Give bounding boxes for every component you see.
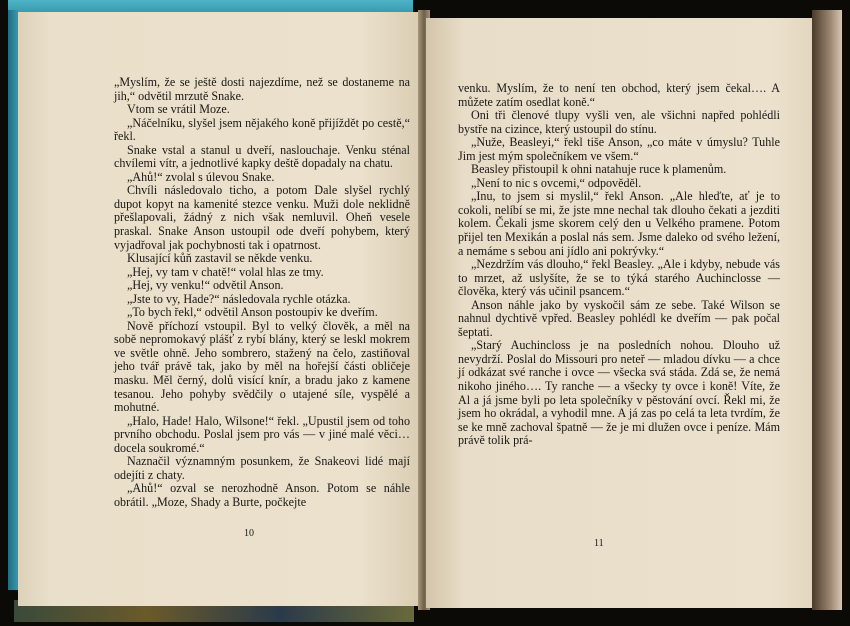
paragraph: „Hej, vy venku!“ odvětil Anson. bbox=[127, 278, 284, 293]
left-page-text bbox=[114, 76, 410, 510]
left-page bbox=[18, 12, 422, 606]
paragraph: „Inu, to jsem si myslil,“ řekl Anson. „Ale hleďte, ať je to cokoli, nelíbí se mi, že jste mne nechal tak dlouho čekati a jezditi kolem. Čekali jsme skorem celý den u Velkého pramene. Potom přijel ten Mexikán a poslal nás sem. Jsme daleko od svého ležení, a nemáme s sebou ani jídlo ani pokrývky.“ bbox=[458, 189, 780, 258]
paragraph: „Jste to vy, Hade?“ následovala rychle otázka. bbox=[127, 291, 351, 306]
paragraph: Naznačil významným posunkem, že Snakeovi lidé mají odejíti z chaty. bbox=[114, 454, 410, 482]
paragraph: Beasley přistoupil k ohni natahuje ruce k plamenům. bbox=[471, 162, 727, 177]
paragraph: „Náčelníku, slyšel jsem nějakého koně přijíždět po cestě,“ řekl. bbox=[114, 115, 410, 144]
paragraph: Klusající kůň zastavil se někde venku. bbox=[127, 251, 313, 266]
paragraph: Oni tři členové tlupy vyšli ven, ale všichni napřed pohlédli bystře na cizince, který ustoupil do stínu. bbox=[458, 108, 780, 136]
paragraph: „Nuže, Beasleyi,“ řekl tiše Anson, „co máte v úmyslu? Tuhle Jim jest mým společníkem ve všem.“ bbox=[458, 135, 780, 163]
paragraph: venku. Myslím, že to není ten obchod, který jsem čekal…. A můžete zatím osedlat koně.“ bbox=[458, 81, 780, 109]
paragraph: „Nezdržím vás dlouho,“ řekl Beasley. „Ale i kdyby, nebude vás to mrzet, až uslyšíte, že se to týká starého Auchinclosse — člověka, který vás učinil psancem.“ bbox=[458, 257, 780, 299]
paragraph: „Halo, Hade! Halo, Wilsone!“ řekl. „Upustil jsem od toho prvního obchodu. Poslal jsem pro vás — v jiné malé věci… docela soukromé.“ bbox=[114, 413, 410, 455]
paragraph: Chvíli následovalo ticho, a potom Dale slyšel rychlý dupot kopyt na kamenité stezce venku. Muži dole neklidně přešlapovali, žádný z nich však nemluvil. Oheň vesele praskal. Snake Anson ustoupil ode dveří pohybem, který vyjadřoval jak pochybnosti tak i opatrnost. bbox=[114, 183, 410, 252]
book-cover-right-edge bbox=[812, 10, 842, 610]
page-number: 10 bbox=[244, 528, 254, 539]
paragraph: „Ahů!“ zvolal s úlevou Snake. bbox=[127, 169, 275, 184]
paragraph: „Není to nic s ovcemi,“ odpověděl. bbox=[471, 175, 642, 190]
paragraph: „Starý Auchincloss je na posledních nohou. Dlouho už nevydrží. Poslal do Missouri pro neteř — mladou dívku — a chce jí odkázat své ranche i ovce — všecka svá stáda. Zdá se, že nemá nikoho jiného…. Ty ranche — a všecky ty ovce i koně! Víte, že Al a já jsme byli po leta společníky v pěstování ovcí. Řekl mi, že jsem ho okrádal, a vyhodil mne. A já zas po celá ta leta tvrdím, že se ke mně zachoval špatně — že je mi dlužen ovce i peníze. Mám právě tolik prá- bbox=[458, 338, 780, 448]
paragraph: „Hej, vy tam v chatě!“ volal hlas ze tmy. bbox=[127, 264, 324, 279]
right-page bbox=[426, 18, 812, 608]
paragraph: „To bych řekl,“ odvětil Anson postoupiv ke dveřím. bbox=[127, 305, 378, 320]
paragraph: Vtom se vrátil Moze. bbox=[127, 102, 230, 117]
paragraph: „Ahů!“ ozval se nerozhodně Anson. Potom se náhle obrátil. „Moze, Shady a Burte, počkejte bbox=[114, 481, 410, 509]
paragraph: Nově příchozí vstoupil. Byl to velký člověk, a měl na sobě nepromokavý plášť z rybí blány, který se leskl mokrem ve světle ohně. Jeho sombrero, stažený na čelo, zastiňoval jeho tvář právě tak, jako by měl na hořejší části obličeje masku. Měl černý, dolů visící knír, a bradu jako z kamene tesanou. Jeho pohyby svědčily o utajené síle, vyspělé a mohutné. bbox=[114, 318, 410, 415]
paragraph: Anson náhle jako by vyskočil sám ze sebe. Také Wilson se nahnul dychtivě vpřed. Beasley pohlédl ke dveřím — pak počal šeptati. bbox=[458, 297, 780, 339]
paragraph: Snake vstal a stanul u dveří, naslouchaje. Venku sténal chvílemi vítr, a jednotlivé kapky deště dopadaly na chatu. bbox=[114, 142, 410, 171]
paragraph: „Myslím, že se ještě dosti najezdíme, než se dostaneme na jih,“ odvětil mrzutě Snake. bbox=[114, 75, 410, 103]
page-number: 11 bbox=[594, 538, 604, 549]
right-page-text bbox=[458, 82, 780, 448]
